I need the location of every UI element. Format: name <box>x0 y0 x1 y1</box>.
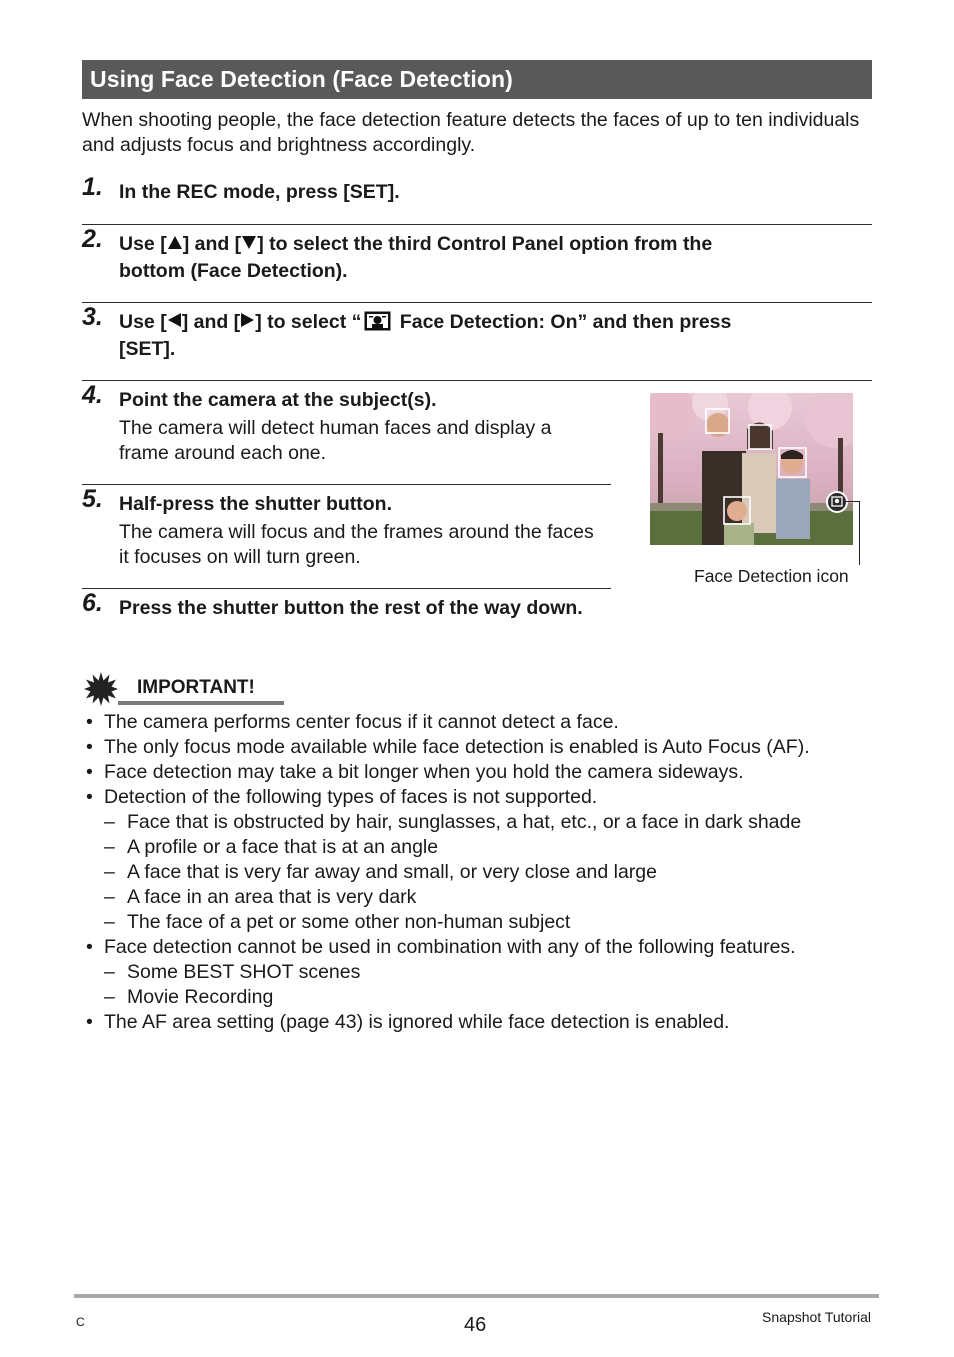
section-title: Using Face Detection (Face Detection) <box>82 60 872 99</box>
left-arrow-icon <box>168 313 181 327</box>
step-number: 5. <box>82 485 103 513</box>
step-number: 6. <box>82 589 103 617</box>
note-item: • Face detection cannot be used in combination with any of the following features. <box>86 936 796 958</box>
note-item: • The AF area setting (page 43) is ignored while face detection is enabled. <box>86 1011 730 1033</box>
callout-line <box>845 501 860 502</box>
step-divider <box>82 302 872 303</box>
step-number: 3. <box>82 303 103 331</box>
important-burst-icon <box>84 672 118 706</box>
step-5 <box>82 485 612 581</box>
figure-caption: Face Detection icon <box>694 566 849 586</box>
step-divider <box>82 380 872 381</box>
note-subitem: – A face in an area that is very dark <box>104 886 417 908</box>
note-subitem: – Face that is obstructed by hair, sunglasses, a hat, etc., or a face in dark shade <box>104 811 802 833</box>
step-number: 2. <box>82 225 103 253</box>
face-detection-icon <box>364 311 391 331</box>
page-number: 46 <box>464 1314 487 1336</box>
note-subitem: – The face of a pet or some other non-human subject <box>104 911 571 933</box>
intro-paragraph: When shooting people, the face detection feature detects the faces of up to ten individuals and adjusts focus and brightness accordingly. <box>82 109 860 156</box>
note-subitem: – A profile or a face that is at an angle <box>104 836 439 858</box>
step-divider <box>82 224 872 225</box>
note-subitem: – A face that is very far away and small, or very close and large <box>104 861 657 883</box>
callout-line <box>859 501 860 565</box>
face-detection-example-photo <box>650 393 853 545</box>
step-divider <box>82 484 611 485</box>
step-title: In the REC mode, press [SET]. <box>119 181 400 203</box>
up-arrow-icon <box>168 236 182 249</box>
note-item: • The only focus mode available while face detection is enabled is Auto Focus (AF). <box>86 736 810 758</box>
step-number: 1. <box>82 173 103 201</box>
step-4 <box>82 381 612 477</box>
note-item: • Face detection may take a bit longer when you hold the camera sideways. <box>86 761 744 783</box>
important-underline <box>118 701 284 705</box>
step-description: The camera will detect human faces and display a frame around each one. <box>119 417 552 464</box>
step-title: Point the camera at the subject(s). <box>119 389 437 411</box>
note-item: • The camera performs center focus if it cannot detect a face. <box>86 711 619 733</box>
note-item: • Detection of the following types of faces is not supported. <box>86 786 598 808</box>
step-title: Half-press the shutter button. <box>119 493 393 515</box>
footer-language-code: C <box>76 1315 85 1329</box>
footer-rule <box>74 1294 879 1298</box>
step-divider <box>82 588 611 589</box>
note-subitem: – Movie Recording <box>104 986 274 1008</box>
step-title: Use [ ] and [ ] to select “ Face Detection: On” and then press [SET]. <box>119 311 732 360</box>
step-number: 4. <box>82 381 103 409</box>
step-3 <box>82 303 872 369</box>
important-heading: IMPORTANT! <box>137 677 255 698</box>
note-subitem: – Some BEST SHOT scenes <box>104 961 361 983</box>
right-arrow-icon <box>241 313 254 327</box>
step-description: The camera will focus and the frames around the faces it focuses on will turn green. <box>119 521 594 568</box>
important-notes <box>84 710 884 1035</box>
step-title: Use [ ] and [ ] to select the third Control Panel option from the bottom (Face Detection). <box>119 233 713 282</box>
step-6 <box>82 589 612 655</box>
step-2 <box>82 225 872 291</box>
down-arrow-icon <box>242 236 256 249</box>
step-title: Press the shutter button the rest of the way down. <box>119 597 583 619</box>
footer-chapter-title: Snapshot Tutorial <box>762 1309 871 1325</box>
